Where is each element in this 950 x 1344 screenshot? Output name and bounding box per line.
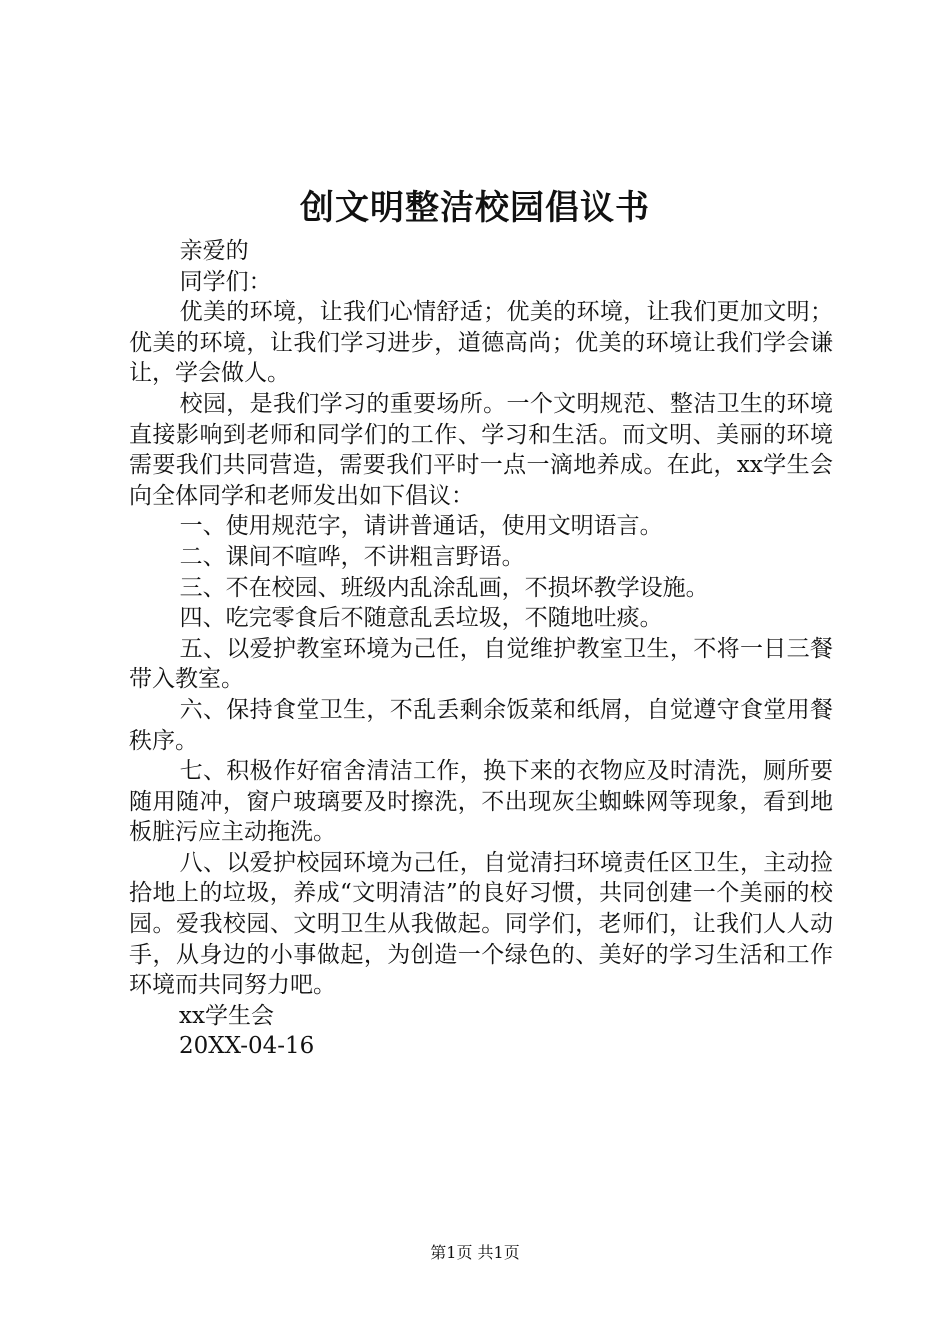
- proposal-item-6: 六、保持食堂卫生，不乱丢剩余饭菜和纸屑，自觉遵守食堂用餐秩序。: [129, 696, 833, 754]
- document-date: 20XX-04-16: [179, 1033, 315, 1060]
- salutation-line-2: 同学们：: [179, 268, 272, 295]
- proposal-item-8: 八、以爱护校园环境为己任，自觉清扫环境责任区卫生，主动捡拾地上的垃圾，养成“文明清洁”的良好习惯，共同创建一个美丽的校园。爱我校园、文明卫生从我做起。同学们，老师们，让我们人人动手，从身边的小事做起，为创造一个绿色的、美好的学习生活和工作环境而共同努力吧。: [129, 849, 833, 999]
- proposal-item-4: 四、吃完零食后不随意乱丢垃圾，不随地吐痰。: [179, 605, 663, 632]
- document-body: [129, 236, 833, 1062]
- salutation-line-1: 亲爱的: [179, 238, 249, 264]
- proposal-item-7: 七、积极作好宿舍清洁工作，换下来的衣物应及时清洗，厕所要随用随冲，窗户玻璃要及时擦洗，不出现灰尘蜘蛛网等现象，看到地板脏污应主动拖洗。: [129, 758, 833, 846]
- proposal-item-5: 五、以爱护教室环境为己任，自觉维护教室卫生，不将一日三餐带入教室。: [129, 635, 833, 693]
- proposal-item-1: 一、使用规范字，请讲普通话，使用文明语言。: [179, 513, 663, 540]
- page-footer: 第1页 共1页: [430, 1243, 520, 1262]
- document-title: 创文明整洁校园倡议书: [300, 188, 650, 228]
- proposal-item-3: 三、不在校园、班级内乱涂乱画，不损坏教学设施。: [179, 574, 709, 601]
- paragraph-campus: 校园，是我们学习的重要场所。一个文明规范、整洁卫生的环境直接影响到老师和同学们的工作、学习和生活。而文明、美丽的环境需要我们共同营造，需要我们平时一点一滴地养成。在此，xx学生会向全体同学和老师发出如下倡议：: [129, 390, 833, 509]
- proposal-item-2: 二、课间不喧哗，不讲粗言野语。: [179, 543, 525, 570]
- paragraph-intro: 优美的环境，让我们心情舒适；优美的环境，让我们更加文明；优美的环境，让我们学习进步，道德高尚；优美的环境让我们学会谦让，学会做人。: [129, 299, 833, 387]
- signature: xx学生会: [179, 1002, 274, 1029]
